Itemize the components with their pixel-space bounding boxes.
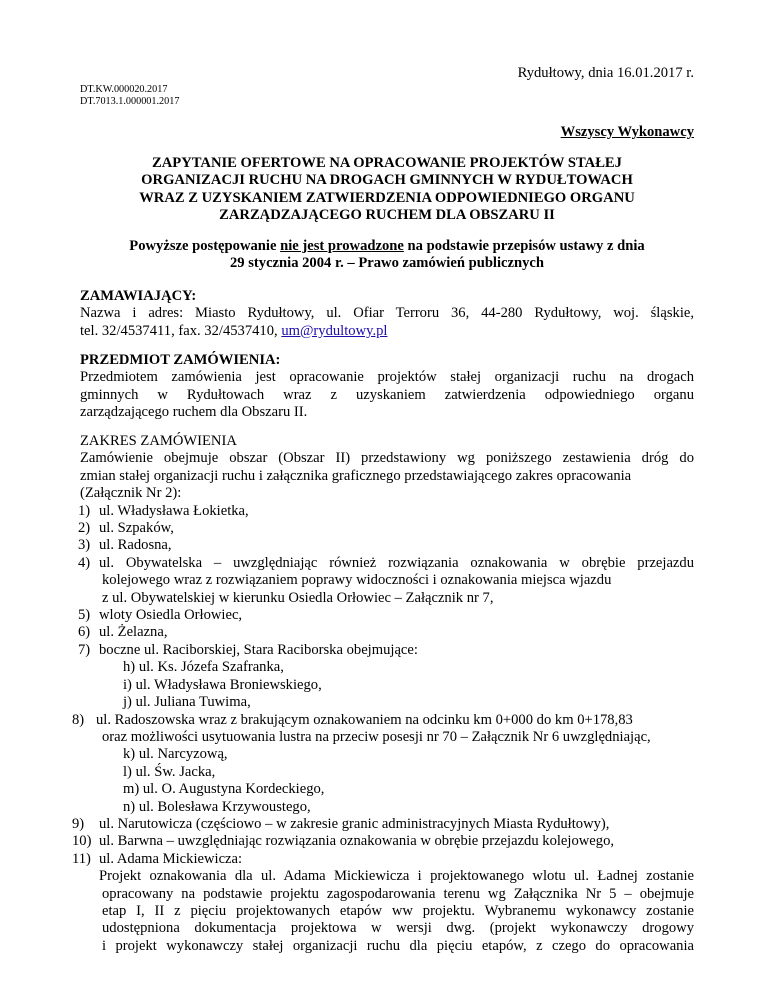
title-line-2: ORGANIZACJI RUCHU NA DROGACH GMINNYCH W RYDUŁTOWACH [141,172,633,189]
list-item-text: ul. Adama Mickiewicza: [99,850,243,867]
list-item-text: wloty Osiedla Orłowiec, [99,607,243,624]
list-item [80,624,694,641]
sub-list-item-letter: j) [123,694,132,711]
legal-note-underlined: nie jest prowadzone [280,238,404,254]
place-and-date: Rydułtowy, dnia 16.01.2017 r. [517,65,694,81]
reference-numbers [80,84,179,108]
sub-list-item-text: ul. Narcyzową, [138,746,228,763]
list-item-continuation: z ul. Obywatelskiej w kierunku Osiedla Orłowiec – Załącznik nr 7, [102,589,494,606]
zamawiajacy-line-1: Nazwa i adres: Miasto Rydułtowy, ul. Ofiar Terroru 36, 44-280 Rydułtowy, woj. śląskie, [80,305,694,322]
sub-list-item [123,799,694,816]
list-item-number: 3) [78,537,91,554]
zakres-intro-line-2: zmian stałej organizacji ruchu i załącznika graficznego przedstawiającego zakres opracowania [80,467,632,484]
sub-list-item [123,746,694,763]
list-item-number: 7) [78,641,91,658]
przedmiot-line-1: Przedmiotem zamówienia jest opracowanie projektów stałej organizacji ruchu na drogach [80,369,694,386]
list-item-text: ul. Radosna, [99,537,172,554]
list-item [80,520,694,537]
list-item-number: 5) [78,607,91,624]
sub-list [99,746,694,816]
email-link[interactable]: um@rydultowy.pl [281,322,388,339]
sub-list [99,659,694,711]
sub-list-item-letter: k) [123,746,136,763]
sub-list-item [123,659,694,676]
sub-list-item [123,781,694,798]
list-item-number: 1) [78,502,91,519]
list-item [80,555,694,607]
legal-note-line-2: 29 stycznia 2004 r. – Prawo zamówień publicznych [229,255,545,272]
list-item-text: ul. Szpaków, [99,520,174,537]
list-item-text: boczne ul. Raciborskiej, Stara Raciborska obejmujące: [99,641,418,658]
sub-list-item [123,764,694,781]
list-item [80,642,694,712]
list-item [80,503,694,520]
item-11-line: udostępniona dokumentacja projektowa w wersji dwg. (projekt wykonawczy drogowy [102,920,694,937]
zamawiajacy-line-2 [80,323,694,340]
section-zamawiajacy [80,288,694,340]
section-heading-przedmiot: PRZEDMIOT ZAMÓWIENIA: [80,352,281,368]
sub-list-item [123,677,694,694]
list-item-text: ul. Władysława Łokietka, [99,502,249,519]
sub-list-item-text: ul. Ks. Józefa Szafranka, [138,659,284,676]
legal-note-part-1: Powyższe postępowanie [129,238,281,254]
road-list [72,502,694,956]
list-item-text: ul. Obywatelska – uwzględniając również rozwiązania oznakowania w obrębie przejazdu [99,554,694,571]
list-item-text: ul. Żelazna, [99,624,168,641]
list-item-text: ul. Radoszowska wraz z brakującym oznakowaniem na odcinku km 0+000 do km 0+178,83 [96,711,633,728]
list-item-text: ul. Narutowicza (częściowo – w zakresie granic administracyjnych Miasta Rydułtowy), [99,815,610,832]
section-zakres [72,433,694,955]
list-item-number: 4) [78,554,91,571]
sub-list-item-letter: h) [123,659,136,676]
item-11-line: Projekt oznakowania dla ul. Adama Mickiewicza i projektowanego wlotu ul. Ładnej zostanie [99,868,694,885]
list-item [72,711,694,816]
section-przedmiot [80,352,694,422]
title-line-1: ZAPYTANIE OFERTOWE NA OPRACOWANIE PROJEKTÓW STAŁEJ [152,155,622,171]
zakres-intro-line-1: Zamówienie obejmuje obszar (Obszar II) przedstawiony wg poniższego zestawienia dróg do [80,450,694,467]
section-heading-zakres: ZAKRES ZAMÓWIENIA [80,433,237,449]
sub-list-item-text: ul. Św. Jacka, [135,763,216,780]
przedmiot-line-3: zarządzającego ruchem dla Obszaru II. [80,404,308,421]
document-page [72,0,694,994]
list-item-number: 2) [78,520,91,537]
list-item [72,850,694,955]
sub-list-item-letter: i) [123,676,132,693]
sub-list-item-text: ul. O. Augustyna Kordeckiego, [142,781,325,798]
sub-list-item-text: ul. Bolesława Krzywoustego, [138,798,311,815]
section-heading-zamawiajacy: ZAMAWIAJĄCY: [80,288,197,304]
title-line-4: ZARZĄDZAJĄCEGO RUCHEM DLA OBSZARU II [219,207,555,224]
list-item [72,815,694,833]
list-item-continuation: kolejowego wraz z rozwiązaniem poprawy widoczności i oznakowania miejsca wjazdu [102,572,612,589]
list-item [80,607,694,624]
sub-list-item-text: ul. Władysława Broniewskiego, [135,676,322,693]
list-item-number: 6) [78,624,91,641]
sub-list-item-text: ul. Juliana Tuwima, [135,694,251,711]
list-item-continuation: oraz możliwości usytuowania lustra na przeciw posesji nr 70 – Załącznik Nr 6 uwzględniając, [102,728,651,745]
list-item-number: 9) [72,815,85,832]
sub-list-item-letter: l) [123,763,132,780]
item-11-description [99,868,694,955]
list-item [72,833,694,850]
addressee: Wszyscy Wykonawcy [560,124,694,140]
sub-list-item [123,694,694,711]
reference-number-1: DT.KW.000020.2017 [80,84,168,95]
sub-list-item-letter: n) [123,798,136,815]
item-11-line: i projekt wykonawczy stałej organizacji ruchu dla pięciu etapów, z czego do opracowania [102,937,694,954]
przedmiot-line-2: gminnych w Rydułtowach wraz z uzyskaniem zatwierdzenia odpowiedniego organu [80,386,694,403]
zakres-intro-line-3: (Załącznik Nr 2): [80,485,182,502]
list-item-number: 10) [72,833,92,850]
legal-note-line-1 [80,238,694,255]
sub-list-item-letter: m) [123,781,140,798]
list-item [80,537,694,554]
legal-note [80,238,694,273]
title-line-3: WRAZ Z UZYSKANIEM ZATWIERDZENIA ODPOWIEDNIEGO ORGANU [139,189,635,206]
list-item-number: 8) [72,711,85,728]
legal-note-part-2: na podstawie przepisów ustawy z dnia [403,238,645,254]
document-title [80,155,694,225]
zamawiajacy-contact: tel. 32/4537411, fax. 32/4537410, [80,322,282,339]
reference-number-2: DT.7013.1.000001.2017 [80,96,180,107]
item-11-line: etap I, II z pięciu projektowanych etapów ww projektu. Wybranemu wykonawcy zostanie [102,902,694,919]
list-item-text: ul. Barwna – uwzględniając rozwiązania oznakowania w obrębie przejazdu kolejowego, [99,833,615,850]
list-item-number: 11) [72,850,91,867]
item-11-line: opracowany na podstawie projektu zagospodarowania terenu wg Załącznika Nr 5 – obejmuje [102,885,694,902]
